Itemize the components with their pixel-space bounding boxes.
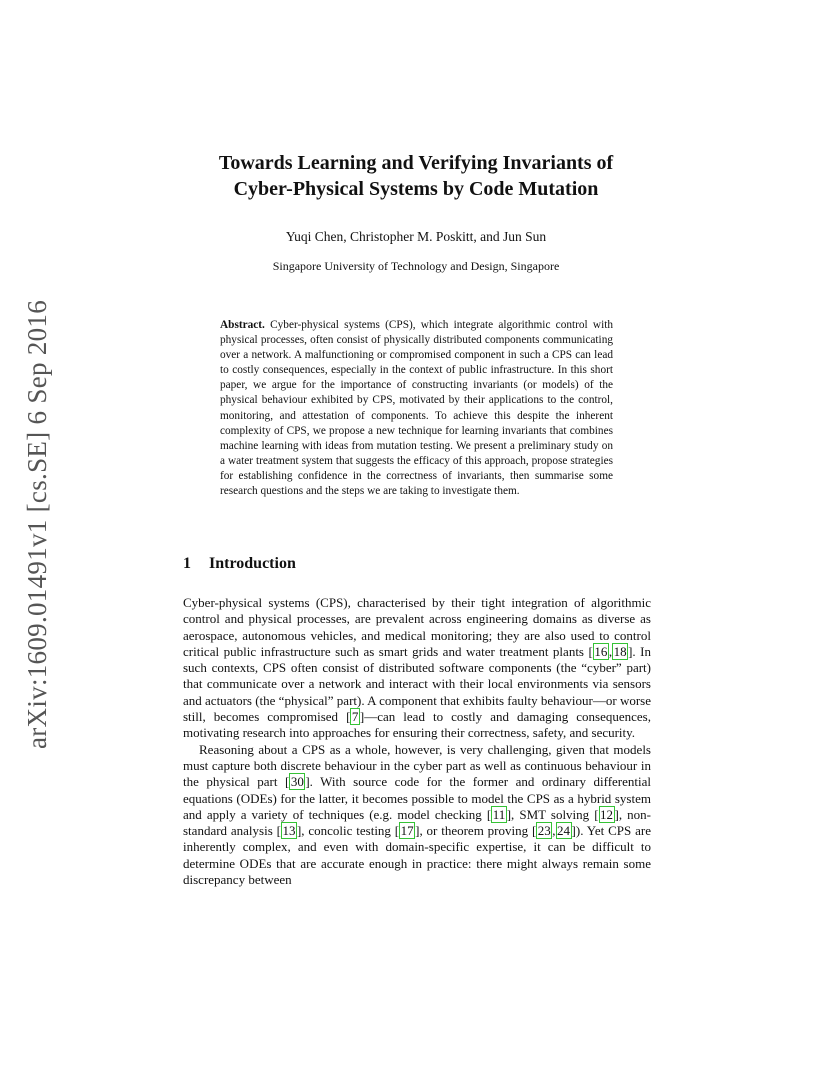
abstract xyxy=(220,318,613,499)
arxiv-side-identifier-wrap xyxy=(20,296,56,752)
citation-link[interactable]: 17 xyxy=(400,823,414,839)
text-run: ], or theorem proving [ xyxy=(415,823,537,839)
section-title: Introduction xyxy=(209,555,296,572)
authors: Yuqi Chen, Christopher M. Poskitt, and Jun Sun xyxy=(285,229,547,244)
paper-title xyxy=(160,150,672,202)
title-line-2: Cyber-Physical Systems by Code Mutation xyxy=(233,178,599,200)
body-text xyxy=(183,595,651,888)
citation-link[interactable]: 16 xyxy=(594,643,608,659)
text-run: Reasoning about a CPS as a whole, however, is very challenging, given that models must capture both discrete behaviour in the cyber part as well as continuous behaviour in the physical part [ xyxy=(183,741,651,790)
citation-link[interactable]: 7 xyxy=(351,709,359,725)
citation-link[interactable]: 23 xyxy=(537,823,551,839)
citation-link[interactable]: 18 xyxy=(613,643,627,659)
text-run: Cyber-physical systems (CPS), characterised by their tight integration of algorithmic control and physical processes, are prevalent across engineering domains as diverse as aerospace, autonomous vehicles, and medical monitoring; they are also used to control critical public infrastructure such as smart grids and water treatment plants [ xyxy=(183,595,651,659)
title-line-1: Towards Learning and Verifying Invariants of xyxy=(218,152,614,174)
text-run: ], non-standard analysis [ xyxy=(183,806,651,839)
text-run: , xyxy=(552,823,556,839)
citation-link[interactable]: 11 xyxy=(492,806,506,822)
text-run: ]. With source code for the former and ordinary differential equations (ODEs) for the latter, it becomes possible to model the CPS as a hybrid system and apply a variety of techniques (e.g. model checking [ xyxy=(183,774,652,822)
text-run: ]. In such contexts, CPS often consist of distributed software components (the “cyber” part) that communicate over a network and interact with their local environments via sensors and actuators (the “physical” part). A component that exhibits faulty behaviour—or worse still, becomes compromised [ xyxy=(183,643,651,725)
citation-link[interactable]: 24 xyxy=(557,823,571,839)
abstract-text: Cyber-physical systems (CPS), which integrate algorithmic control with physical processes, often consist of physically distributed components communicating over a network. A malfunctioning or compromised component in such a CPS can lead to costly consequences, especially in the context of public infrastructure. In this short paper, we argue for the importance of constructing invariants (or models) of the physical behaviour exhibited by CPS, motivated by their applications to the control, monitoring, and attestation of components. To achieve this despite the inherent complexity of CPS, we propose a new technique for learning invariants that combines machine learning with ideas from mutation testing. We present a preliminary study on a water treatment system that suggests the efficacy of this approach, propose strategies for establishing confidence in the correctness of invariants, then summarise some research questions and the steps we are taking to investigate them. xyxy=(220,319,613,498)
affiliation: Singapore University of Technology and Design, Singapore xyxy=(272,259,560,273)
text-run: ], concolic testing [ xyxy=(296,823,400,839)
section-number: 1 xyxy=(183,555,191,572)
text-run: ]). Yet CPS are inherently complex, and even with domain-specific expertise, it can be difficult to determine ODEs that are accurate enough in practice: there might always remain some discrepancy between xyxy=(183,823,651,888)
citation-link[interactable]: 12 xyxy=(600,806,614,822)
paragraph-2 xyxy=(183,742,651,889)
text-run: , xyxy=(608,643,613,659)
arxiv-side-identifier: arXiv:1609.01491v1 [cs.SE] 6 Sep 2016 xyxy=(22,299,53,749)
text-run: ], SMT solving [ xyxy=(506,806,599,822)
text-run: ]—can lead to costly and damaging consequences, motivating research into approaches for ensuring their correctness, safety, and security. xyxy=(183,709,651,741)
citation-link[interactable]: 30 xyxy=(290,774,304,790)
section-heading xyxy=(183,555,296,573)
citation-link[interactable]: 13 xyxy=(282,823,296,839)
paragraph-1 xyxy=(183,595,651,742)
abstract-label: Abstract. xyxy=(220,319,265,331)
